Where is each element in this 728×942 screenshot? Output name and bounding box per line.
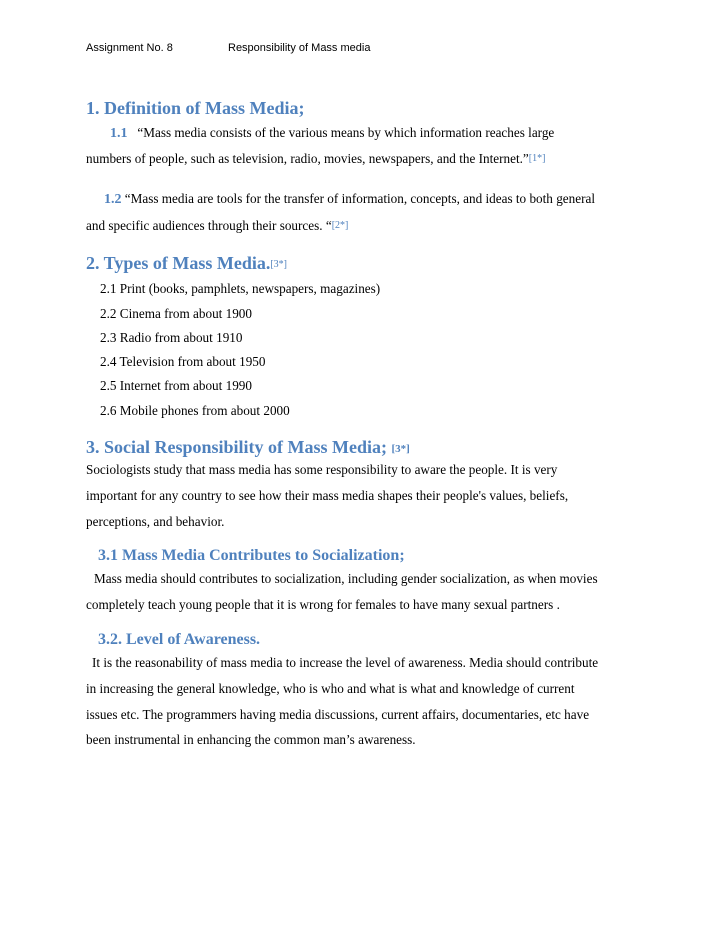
section1-p2-line1	[104, 191, 595, 208]
section1-heading: 1. Definition of Mass Media;	[86, 98, 305, 118]
section1-p2-num: 1.2	[104, 192, 122, 207]
section3-sub2-line4: been instrumental in enhancing the common man’s awareness.	[86, 732, 416, 747]
section3-heading: 3. Social Responsibility of Mass Media;	[86, 437, 388, 457]
section3-sub1-heading: 3.1 Mass Media Contributes to Socialization;	[98, 547, 405, 564]
types-item-4: 2.4 Television from about 1950	[100, 354, 266, 369]
section1-p2-text1: “Mass media are tools for the transfer of information, concepts, and ideas to both general	[124, 191, 595, 206]
section1-p1-num: 1.1	[110, 126, 128, 141]
section1-p2-text2: and specific audiences through their sources. “	[86, 218, 332, 233]
section2-cite: [3*]	[270, 259, 288, 270]
section1-p1-line2	[86, 151, 545, 167]
section3-sub1-line1: Mass media should contributes to socialization, including gender socialization, as when movies	[94, 571, 598, 586]
section3-sub2-line3: issues etc. The programmers having media discussions, current affairs, documentaries, etc have	[86, 707, 590, 722]
section1-p2-line2	[86, 218, 348, 234]
section3-intro-line2: important for any country to see how their mass media shapes their people's values, beliefs,	[86, 488, 569, 503]
section3-intro-line1: Sociologists study that mass media has some responsibility to aware the people. It is very	[86, 462, 558, 477]
section1-p1-cite: [1*]	[528, 153, 546, 164]
section2-heading-line	[86, 253, 287, 274]
section1-p1-text2: numbers of people, such as television, radio, movies, newspapers, and the Internet.”	[86, 151, 529, 166]
types-item-1: 2.1 Print (books, pamphlets, newspapers, magazines)	[100, 281, 381, 296]
section1-p1-text1: “Mass media consists of the various means by which information reaches large	[137, 125, 555, 140]
section2-heading: 2. Types of Mass Media.	[86, 253, 271, 273]
types-item-2: 2.2 Cinema from about 1900	[100, 306, 252, 321]
section3-sub2-line1: It is the reasonability of mass media to increase the level of awareness. Media should contribute	[92, 655, 599, 670]
types-item-3: 2.3 Radio from about 1910	[100, 330, 243, 345]
section3-sub2-heading: 3.2. Level of Awareness.	[98, 631, 261, 648]
section1-p1-line1	[110, 125, 554, 142]
types-item-5: 2.5 Internet from about 1990	[100, 378, 252, 393]
section3-intro-line3: perceptions, and behavior.	[86, 514, 225, 529]
header-subject: Responsibility of Mass media	[228, 42, 371, 54]
section3-cite: [3*]	[391, 443, 410, 455]
section3-heading-line	[86, 437, 410, 458]
section3-sub2-line2: in increasing the general knowledge, who is who and what is what and knowledge of current	[86, 681, 575, 696]
header-assignment: Assignment No. 8	[86, 42, 173, 54]
section1-p2-cite: [2*]	[331, 220, 349, 231]
types-item-6: 2.6 Mobile phones from about 2000	[100, 403, 290, 418]
section3-sub1-line2: completely teach young people that it is wrong for females to have many sexual partners .	[86, 597, 560, 612]
